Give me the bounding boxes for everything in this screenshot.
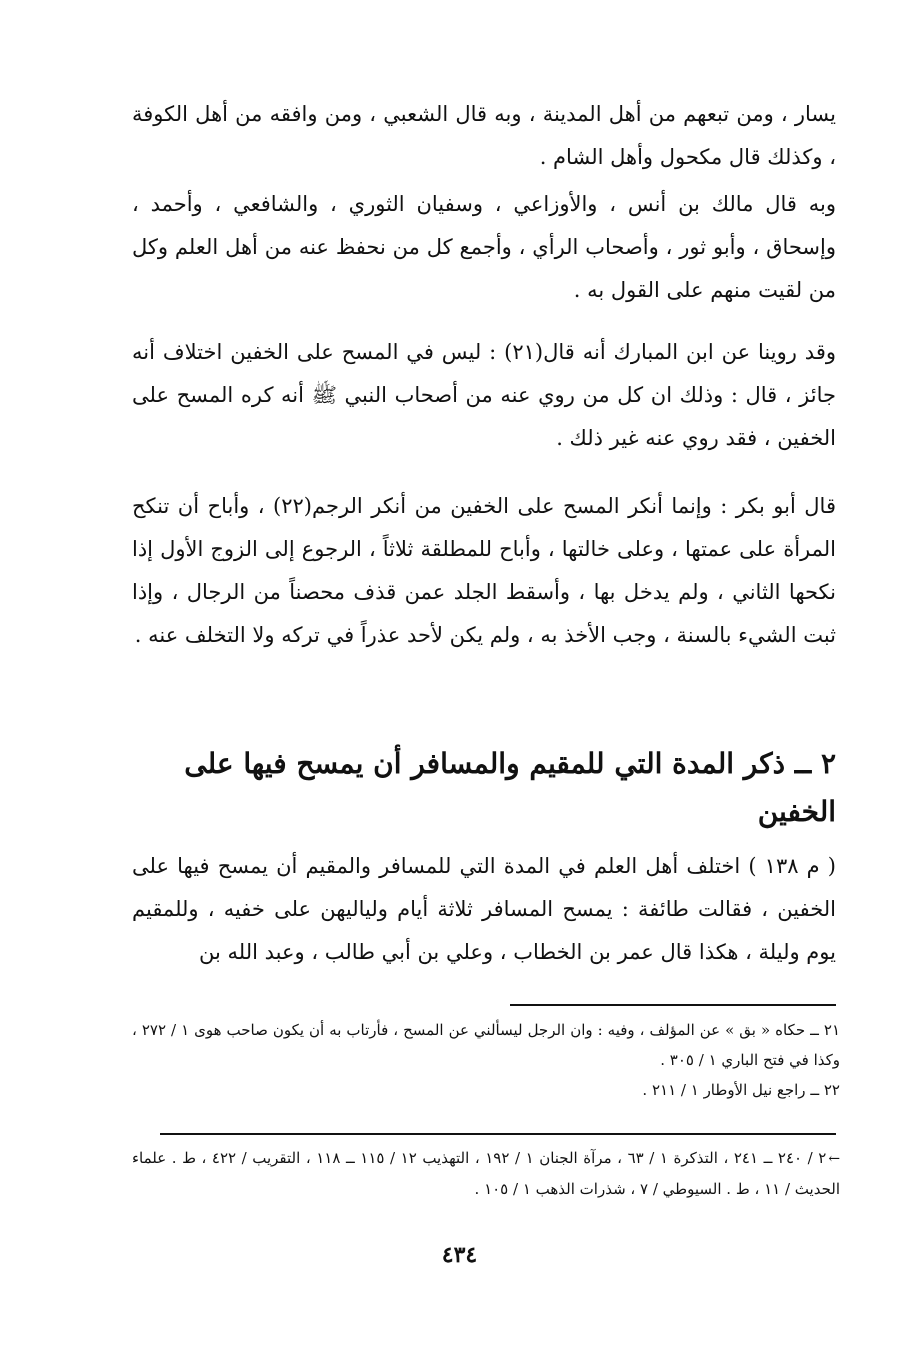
source-note bbox=[132, 1143, 840, 1204]
footnote-21: ٢١ ــ حكاه « بق » عن المؤلف ، وفيه : وان الرجل ليسألني عن المسح ، فأرتاب به أن يكون صاحب هوى ١ / ٢٧٢ ، وكذا في فتح الباري ١ / ٣٠٥ . bbox=[132, 1021, 841, 1069]
paragraph-text: وبه قال مالك بن أنس ، والأوزاعي ، وسفيان الثوري ، والشافعي ، وأحمد ، وإسحاق ، وأبو ثور ، وأصحاب الرأي ، وأجمع كل من نحفظ عنه من أهل العلم وكل من لقيت منهم على القول به . bbox=[132, 192, 836, 302]
paragraph-5 bbox=[132, 845, 836, 974]
paragraph-4 bbox=[132, 485, 836, 657]
page-number: ٤٣٤ bbox=[441, 1242, 478, 1268]
section-heading: ٢ ــ ذكر المدة التي للمقيم والمسافر أن يمسح فيها على الخفين bbox=[184, 747, 836, 828]
paragraph-text: يسار ، ومن تبعهم من أهل المدينة ، وبه قال الشعبي ، ومن وافقه من أهل الكوفة ، وكذلك قال مكحول وأهل الشام . bbox=[132, 102, 836, 169]
paragraph-text: وقد روينا عن ابن المبارك أنه قال(٢١) : ليس في المسح على الخفين اختلاف أنه جائز ، قال : وذلك ان كل من روي عنه من أصحاب النبي ﷺ أنه كره المسح على الخفين ، فقد روي عنه غير ذلك . bbox=[132, 340, 836, 450]
paragraph-3 bbox=[132, 331, 836, 460]
footnote-divider bbox=[510, 1004, 836, 1006]
footnotes bbox=[132, 1015, 840, 1105]
paragraph-text: قال أبو بكر : وإنما أنكر المسح على الخفين من أنكر الرجم(٢٢) ، وأباح أن تنكح المرأة على عمتها ، وعلى خالتها ، وأباح للمطلقة ثلاثاً ، الرجوع إلى الزوج الأول إذا نكحها الثاني ، ولم يدخل بها ، وأسقط الجلد عمن قذف محصناً من الرجال ، وإذا ثبت الشيء بالسنة ، وجب الأخذ به ، ولم يكن لأحد عذراً في تركه ولا التخلف عنه . bbox=[132, 494, 836, 647]
paragraph-2 bbox=[132, 183, 836, 312]
paragraph-1 bbox=[132, 93, 836, 179]
source-note-text: ٢ / ٢٤٠ ــ ٢٤١ ، التذكرة ١ / ٦٣ ، مرآة الجنان ١ / ١٩٢ ، التهذيب ١٢ / ١١٥ ــ ١١٨ ، التقريب / ٤٢٢ ، ط . علماء الحديث / ١١ ، ط . السيوطي / ٧ ، شذرات الذهب ١ / ١٠٥ . bbox=[132, 1149, 840, 1198]
arrow-left-icon: ← bbox=[828, 1151, 841, 1167]
paragraph-text: ( م ١٣٨ ) اختلف أهل العلم في المدة التي للمسافر والمقيم أن يمسح فيها على الخفين ، فقالت طائفة : يمسح المسافر ثلاثة أيام ولياليهن على خفيه ، وللمقيم يوم وليلة ، هكذا قال عمر بن الخطاب ، وعلي بن أبي طالب ، وعبد الله بن bbox=[132, 854, 836, 964]
source-note-divider bbox=[160, 1133, 836, 1135]
footnote-22: ٢٢ ــ راجع نيل الأوطار ١ / ٢١١ . bbox=[642, 1081, 840, 1099]
